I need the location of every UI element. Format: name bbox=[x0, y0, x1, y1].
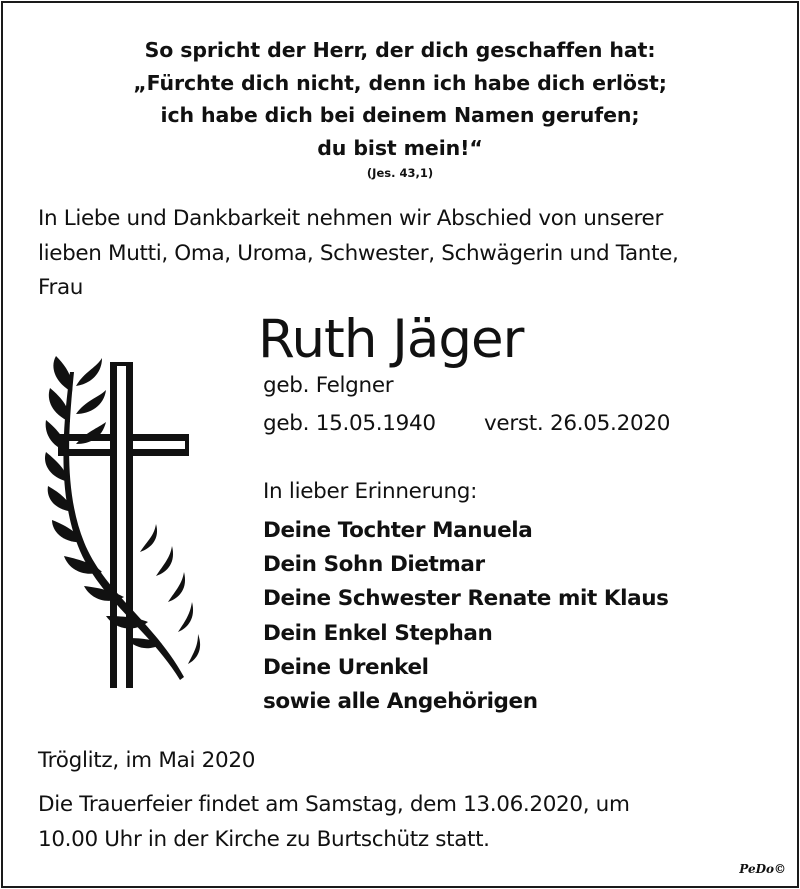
intro-line: lieben Mutti, Oma, Uroma, Schwester, Schwägerin und Tante, bbox=[38, 240, 679, 266]
mourners-list bbox=[263, 514, 669, 719]
intro-line: Frau bbox=[38, 275, 84, 300]
funeral-line: 10.00 Uhr in der Kirche zu Burtschütz statt. bbox=[38, 826, 490, 852]
mourner-entry: Deine Tochter Manuela bbox=[263, 518, 533, 543]
mourner-entry: Deine Schwester Renate mit Klaus bbox=[263, 586, 669, 612]
birth-date: geb. 15.05.1940 bbox=[263, 411, 436, 436]
maiden-name: geb. Felgner bbox=[263, 373, 394, 398]
intro-text bbox=[38, 202, 778, 306]
deceased-name: Ruth Jäger bbox=[258, 309, 524, 370]
funeral-line: Die Trauerfeier findet am Samstag, dem 13.06.2020, um bbox=[38, 792, 630, 817]
death-date: verst. 26.05.2020 bbox=[484, 411, 671, 436]
verse-line: So spricht der Herr, der dich geschaffen hat: bbox=[144, 38, 656, 62]
designer-signature: PeDo© bbox=[739, 862, 786, 876]
memory-heading: In lieber Erinnerung: bbox=[263, 479, 478, 504]
mourner-entry: sowie alle Angehörigen bbox=[263, 689, 538, 715]
verse-reference: (Jes. 43,1) bbox=[366, 166, 434, 180]
funeral-info bbox=[38, 788, 630, 857]
mourner-entry: Dein Enkel Stephan bbox=[263, 620, 493, 646]
cross-with-palm-branch-icon bbox=[44, 352, 204, 692]
place-and-date: Tröglitz, im Mai 2020 bbox=[38, 748, 256, 773]
verse-line: ich habe dich bei deinem Namen gerufen; bbox=[160, 103, 640, 127]
verse-line: du bist mein!“ bbox=[317, 135, 483, 160]
bible-verse bbox=[0, 34, 800, 164]
mourner-entry: Dein Sohn Dietmar bbox=[263, 552, 485, 578]
verse-line: „Fürchte dich nicht, denn ich habe dich erlöst; bbox=[133, 70, 667, 95]
intro-line: In Liebe und Dankbarkeit nehmen wir Abschied von unserer bbox=[38, 206, 663, 231]
mourner-entry: Deine Urenkel bbox=[263, 654, 429, 680]
